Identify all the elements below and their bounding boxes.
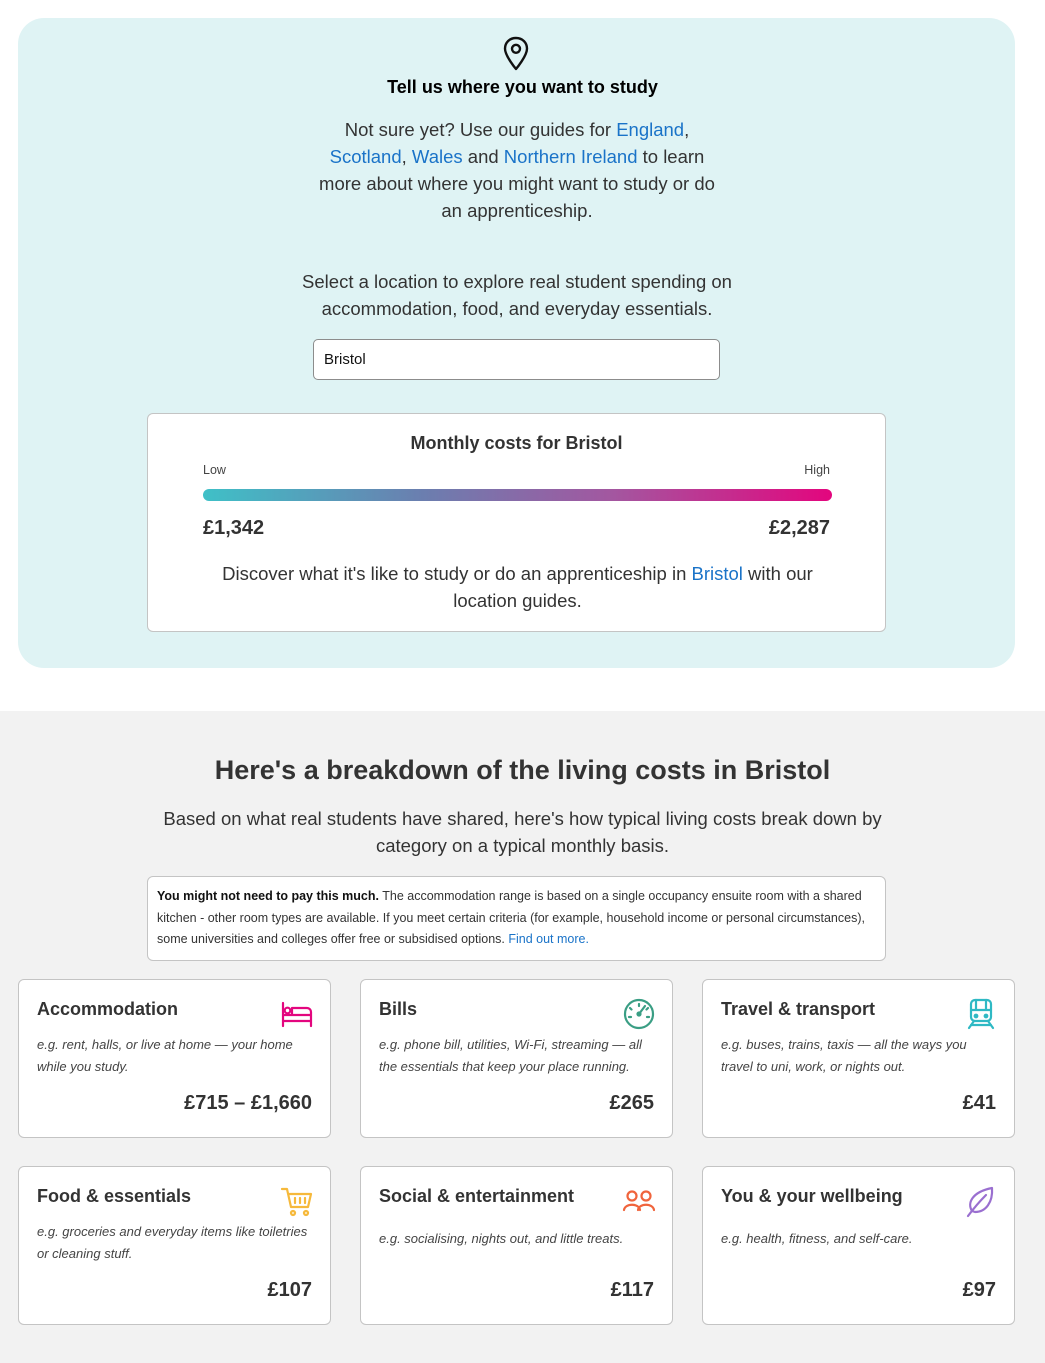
category-description: e.g. phone bill, utilities, Wi-Fi, streaming — all the essentials that keep your place running. — [379, 1037, 642, 1074]
study-location-title: Tell us where you want to study — [387, 77, 658, 97]
category-cost: £117 — [610, 1279, 654, 1301]
breakdown-title: Here's a breakdown of the living costs in Bristol — [214, 755, 831, 785]
category-cost: £715 – £1,660 — [184, 1092, 312, 1114]
cost-range-bar — [203, 489, 832, 501]
discover-text: with our location guides. — [453, 563, 813, 611]
scotland-link[interactable]: Scotland — [329, 146, 402, 167]
category-title: Social & entertainment — [379, 1186, 575, 1206]
breakdown-subtitle: Based on what real students have shared, here's how typical living costs break down by category on a typical monthly basis. — [163, 808, 882, 856]
category-card-food — [18, 1166, 331, 1325]
category-card-accommodation — [18, 979, 331, 1138]
category-card-social — [360, 1166, 673, 1325]
monthly-costs-title: Monthly costs for Bristol — [410, 433, 623, 453]
separator: and — [462, 146, 504, 167]
meter-icon — [622, 997, 656, 1031]
notice-heading: You might not need to pay this much. — [157, 889, 379, 903]
category-description: e.g. health, fitness, and self-care. — [721, 1231, 913, 1246]
range-high-label: High — [804, 463, 830, 477]
category-description: e.g. groceries and everyday items like toiletries or cleaning stuff. — [37, 1224, 308, 1261]
category-description: e.g. socialising, nights out, and little treats. — [379, 1231, 624, 1246]
notice-text: The accommodation range is based on a single occupancy ensuite room with a shared kitchen - other room types are available. If you meet certain criteria (for example, household income or personal circumstances), some universities and colleges offer free or subsidised options. — [157, 889, 865, 946]
category-title: Food & essentials — [37, 1186, 192, 1206]
select-location-prompt: Select a location to explore real student spending on accommodation, food, and everyday essentials. — [302, 271, 732, 319]
category-card-bills — [360, 979, 673, 1138]
category-cost: £41 — [962, 1092, 996, 1114]
category-title: Bills — [379, 999, 418, 1019]
range-low-label: Low — [203, 463, 226, 477]
range-high-value: £2,287 — [768, 517, 830, 539]
train-icon — [964, 997, 998, 1031]
category-cost: £97 — [962, 1279, 996, 1301]
bristol-guide-link[interactable]: Bristol — [691, 563, 743, 584]
category-description: e.g. buses, trains, taxis — all the ways you travel to uni, work, or nights out. — [721, 1037, 967, 1074]
category-title: Accommodation — [37, 999, 179, 1019]
category-title: Travel & transport — [721, 999, 876, 1019]
find-out-more-link[interactable]: Find out more. — [508, 932, 589, 946]
category-cost: £265 — [609, 1092, 654, 1114]
location-pin-icon — [502, 36, 530, 72]
wales-link[interactable]: Wales — [411, 146, 463, 167]
separator: , — [684, 119, 690, 140]
category-card-travel — [702, 979, 1015, 1138]
category-card-wellbeing — [702, 1166, 1015, 1325]
intro-text: to learn more about where you might want to study or do an apprenticeship. — [319, 146, 715, 221]
people-icon — [622, 1184, 656, 1218]
accommodation-notice — [147, 876, 886, 961]
discover-text: Discover what it's like to study or do an apprenticeship in — [222, 563, 692, 584]
range-low-value: £1,342 — [203, 517, 265, 539]
location-guide-text — [208, 560, 827, 614]
monthly-costs-card — [147, 413, 886, 632]
intro-text: Not sure yet? Use our guides for — [344, 119, 617, 140]
location-input[interactable] — [313, 339, 720, 380]
leaf-icon — [964, 1184, 998, 1218]
bed-icon — [280, 997, 314, 1031]
guides-intro — [307, 116, 727, 224]
separator: , — [401, 146, 412, 167]
northern-ireland-link[interactable]: Northern Ireland — [503, 146, 638, 167]
cart-icon — [280, 1184, 314, 1218]
england-link[interactable]: England — [616, 119, 685, 140]
category-description: e.g. rent, halls, or live at home — your home while you study. — [37, 1037, 293, 1074]
category-title: You & your wellbeing — [721, 1186, 903, 1206]
category-cost: £107 — [267, 1279, 312, 1301]
